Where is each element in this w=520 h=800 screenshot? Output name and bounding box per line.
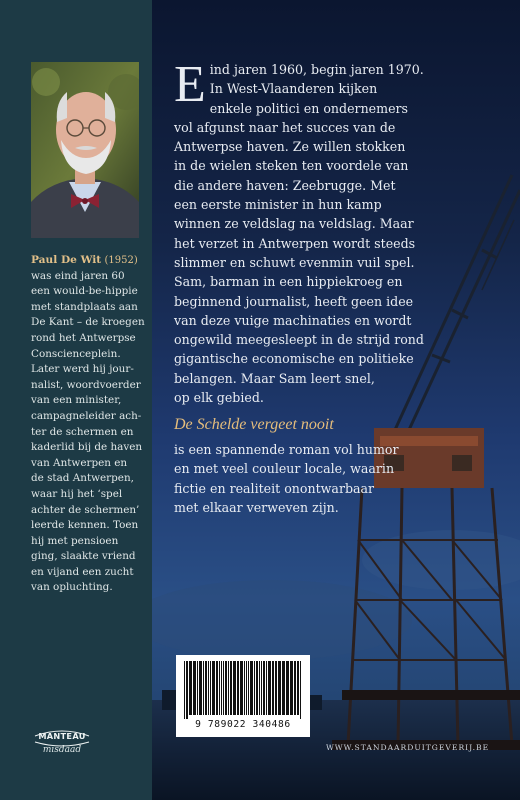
book-title: De Schelde vergeet nooit bbox=[174, 416, 334, 433]
bio-line: van een minister, bbox=[31, 394, 122, 407]
tagline-line: met elkaar verweven zijn. bbox=[174, 499, 339, 515]
blurb-line: het verzet in Antwerpen wordt steeds bbox=[174, 235, 416, 251]
bio-line: nalist, woordvoerder bbox=[31, 378, 141, 391]
bio-line: kaderlid bij de haven bbox=[31, 441, 143, 454]
barcode-bar bbox=[184, 661, 185, 719]
bio-line: rond het Antwerpse bbox=[31, 331, 136, 344]
bio-line: leerde kennen. Toen bbox=[31, 519, 139, 532]
publisher-logo bbox=[31, 728, 93, 760]
barcode-bar bbox=[237, 661, 239, 715]
author-name: Paul De Wit bbox=[31, 254, 102, 266]
barcode-bar bbox=[248, 661, 249, 715]
bio-line: en vijand een zucht bbox=[31, 565, 134, 578]
bio-line: Later werd hij jour- bbox=[31, 363, 134, 376]
barcode-bar bbox=[256, 661, 258, 715]
blurb-line: in de wielen steken ten voordele van bbox=[174, 158, 409, 174]
author-birth-year: (1952) bbox=[104, 255, 138, 266]
bio-line: ter de schermen en bbox=[31, 425, 134, 438]
blurb-line: In West-Vlaanderen kijken bbox=[209, 81, 378, 97]
author-bio bbox=[31, 253, 149, 596]
bio-line: van Antwerpen en bbox=[31, 456, 128, 469]
barcode-bar bbox=[263, 661, 265, 715]
barcode-bar bbox=[278, 661, 281, 715]
author-panel bbox=[0, 0, 152, 800]
tagline-line: en met veel couleur locale, waarin bbox=[174, 461, 395, 477]
author-bio-heading bbox=[31, 253, 149, 269]
barcode-bar bbox=[272, 661, 274, 715]
isbn-number: 9 789022 340486 bbox=[195, 719, 291, 730]
blurb-line: vol afgunst naar het succes van de bbox=[174, 119, 396, 135]
blurb-line: beginnend journalist, heeft geen idee bbox=[174, 293, 414, 309]
barcode-bar bbox=[203, 661, 204, 715]
blurb-line: die andere haven: Zeebrugge. Met bbox=[174, 177, 396, 193]
barcode-bar bbox=[221, 661, 222, 715]
blurb-line: Sam, barman in een hippiekroeg en bbox=[174, 274, 403, 290]
blurb-line: gigantische economische en politieke bbox=[174, 351, 414, 367]
publisher-logo-name: MANTEAU bbox=[38, 731, 86, 741]
barcode-bar bbox=[300, 661, 301, 719]
blurb-line: slimmer en schuwt evenmin vuil spel. bbox=[174, 254, 415, 270]
bio-line: was eind jaren 60 bbox=[31, 269, 125, 282]
barcode-bar bbox=[208, 661, 209, 715]
blurb-line: ind jaren 1960, begin jaren 1970. bbox=[209, 62, 424, 77]
bio-line: een would-be-hippie bbox=[31, 285, 138, 298]
blurb-line: enkele politici en ondernemers bbox=[209, 100, 409, 116]
blurb-dropcap: E bbox=[174, 56, 206, 113]
barcode-bars bbox=[176, 655, 310, 719]
bio-line: achter de schermen’ bbox=[31, 503, 140, 516]
bio-line: de stad Antwerpen, bbox=[31, 472, 134, 485]
bio-line: ging, slaakte vriend bbox=[31, 550, 136, 563]
bio-line: hij met pensioen bbox=[31, 534, 119, 547]
barcode-bar bbox=[294, 661, 296, 715]
barcode-bar bbox=[246, 661, 247, 715]
publisher-logo-series: misdaad bbox=[42, 745, 82, 755]
barcode-bar bbox=[233, 661, 236, 715]
barcode-bar bbox=[282, 661, 285, 715]
bio-line: campagneleider ach- bbox=[31, 409, 142, 422]
barcode-bar bbox=[205, 661, 207, 715]
blurb-line: van deze vuige machinaties en wordt bbox=[174, 312, 412, 328]
barcode-bar bbox=[225, 661, 227, 715]
publisher-website: WWW.STANDAARDUITGEVERIJ.BE bbox=[326, 743, 490, 752]
isbn-barcode bbox=[176, 655, 310, 737]
barcode-bar bbox=[297, 661, 299, 715]
barcode-bar bbox=[219, 661, 220, 715]
barcode-bar bbox=[259, 661, 260, 715]
barcode-bar bbox=[210, 661, 211, 715]
bio-line: van opluchting. bbox=[31, 581, 113, 594]
barcode-bar bbox=[266, 661, 267, 715]
barcode-bar bbox=[223, 661, 224, 715]
barcode-bar bbox=[250, 661, 253, 715]
barcode-bar bbox=[290, 661, 293, 715]
tagline-line: fictie en realiteit onontwarbaar bbox=[174, 480, 375, 496]
blurb-line: een eerste minister in hun kamp bbox=[174, 197, 382, 213]
barcode-bar bbox=[230, 661, 232, 715]
tagline-line: is een spannende roman vol humor bbox=[174, 442, 399, 457]
blurb-line: winnen ze veldslag na veldslag. Maar bbox=[174, 216, 414, 232]
barcode-bar bbox=[199, 661, 202, 715]
blurb-line: ongewild meegesleept in de strijd rond bbox=[174, 332, 424, 348]
barcode-bar bbox=[261, 661, 262, 715]
bio-line: waar hij het ‘spel bbox=[31, 487, 123, 500]
book-tagline bbox=[174, 440, 484, 517]
blurb-line: op elk gebied. bbox=[174, 390, 264, 406]
barcode-bar bbox=[244, 661, 245, 715]
author-portrait-image bbox=[31, 62, 139, 238]
barcode-bar bbox=[254, 661, 255, 715]
bio-line: met standplaats aan bbox=[31, 300, 138, 313]
bio-line: De Kant – de kroegen bbox=[31, 316, 145, 329]
barcode-bar bbox=[286, 661, 289, 715]
barcode-bar bbox=[186, 661, 188, 719]
barcode-bar bbox=[216, 661, 218, 715]
book-blurb bbox=[174, 56, 474, 407]
barcode-bar bbox=[275, 661, 277, 715]
barcode-bar bbox=[212, 661, 215, 715]
barcode-bar bbox=[268, 661, 271, 715]
blurb-line: Antwerpse haven. Ze willen stokken bbox=[174, 139, 406, 155]
author-portrait bbox=[31, 62, 139, 238]
barcode-bar bbox=[240, 661, 243, 715]
barcode-bar bbox=[228, 661, 229, 715]
bio-line: Conscienceplein. bbox=[31, 347, 121, 360]
barcode-bar bbox=[197, 661, 198, 715]
barcode-bar bbox=[189, 661, 192, 715]
blurb-line: belangen. Maar Sam leert snel, bbox=[174, 370, 375, 386]
barcode-bar bbox=[193, 661, 196, 715]
